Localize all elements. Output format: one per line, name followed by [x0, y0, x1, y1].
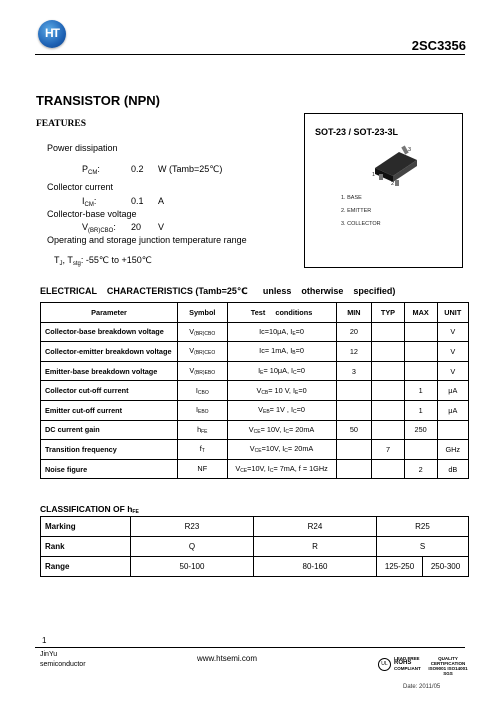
condition-cell: VCB= 10 V, IE=0 [227, 381, 336, 401]
unit-cell: V [437, 322, 468, 342]
unit-cell: μA [437, 381, 468, 401]
symbol-cell: hFE [178, 420, 227, 440]
parameter-cell: Collector-base breakdown voltage [41, 322, 178, 342]
company-logo [38, 20, 66, 48]
unit-cell: V [437, 342, 468, 362]
pin-number-3: 3 [408, 147, 412, 153]
table-row [41, 459, 469, 479]
table-row [41, 400, 469, 420]
max-cell: 2 [404, 459, 437, 479]
part-number: 2SC3356 [411, 38, 466, 53]
range-row [41, 557, 469, 577]
vcbo-value: 20 [131, 222, 142, 232]
rank-label: Rank [41, 537, 131, 557]
parameter-cell: Transition frequency [41, 440, 178, 460]
max-cell [404, 440, 437, 460]
rohs-badge: LEAD FREE ROHS COMPLIANT [394, 656, 421, 671]
table-row [41, 420, 469, 440]
electrical-characteristics-table [40, 302, 469, 479]
min-cell: 20 [336, 322, 372, 342]
document-date: Date: 2011/05 [403, 684, 441, 690]
company-name [40, 650, 86, 670]
package-box [304, 113, 463, 268]
footer-divider [35, 647, 465, 648]
temperature-range-value: $T_J$, $T_{stg}$: -55℃ to +150℃ [54, 255, 152, 267]
condition-cell: VCE= 10V, IC= 20mA [227, 420, 336, 440]
company-line-1: JinYu [40, 651, 58, 658]
marking-cell: R24 [254, 517, 377, 537]
ul-mark-icon: UL [378, 658, 391, 671]
range-cell: 80-160 [254, 557, 377, 577]
unit-cell: μA [437, 400, 468, 420]
condition-cell: VEB= 1V , IC=0 [227, 400, 336, 420]
typ-cell: 7 [372, 440, 405, 460]
range-cell: 125-250 [377, 557, 423, 577]
unit-cell: dB [437, 459, 468, 479]
unit-cell [437, 420, 468, 440]
table-row [41, 361, 469, 381]
temperature-range-label: Operating and storage junction temperature range [47, 235, 247, 245]
collector-base-voltage-label: Collector-base voltage [47, 209, 137, 219]
parameter-cell: Noise figure [41, 459, 178, 479]
features-heading: FEATURES [36, 119, 86, 129]
range-cell: 250-300 [423, 557, 469, 577]
power-dissipation-label: Power dissipation [47, 143, 118, 153]
typ-cell [372, 322, 405, 342]
table-row [41, 322, 469, 342]
min-cell [336, 440, 372, 460]
vcbo-unit: V [158, 222, 165, 232]
package-title: SOT-23 / SOT-23-3L [315, 127, 399, 137]
typ-cell [372, 459, 405, 479]
symbol-cell: V(BR)CBO [178, 322, 227, 342]
pin-emitter: 2. EMITTER [341, 208, 372, 214]
icm-symbol: $I_{CM}$: [82, 196, 97, 208]
typ-cell [372, 342, 405, 362]
symbol-cell: V(BR)EBO [178, 361, 227, 381]
max-cell [404, 361, 437, 381]
iso-badge: QUALITY CERTIFICATION ISO9001 ISO14001 SGS [428, 656, 468, 676]
table-row [41, 342, 469, 362]
parameter-cell: Collector-emitter breakdown voltage [41, 342, 178, 362]
symbol-cell: IEBO [178, 400, 227, 420]
typ-cell [372, 400, 405, 420]
icm-value: 0.1 [131, 196, 144, 206]
header-divider [35, 54, 465, 55]
min-cell: 50 [336, 420, 372, 440]
max-cell [404, 342, 437, 362]
electrical-characteristics-title: ELECTRICAL CHARACTERISTICS (Tamb=25℃ unless otherwise specified) [40, 286, 396, 296]
logo-text: HT [45, 26, 59, 40]
typ-cell [372, 420, 405, 440]
parameter-cell: Collector cut-off current [41, 381, 178, 401]
condition-cell: IE= 10μA, IC=0 [227, 361, 336, 381]
parameter-cell: DC current gain [41, 420, 178, 440]
condition-cell: Ic=10μA, IE=0 [227, 322, 336, 342]
unit-cell: GHz [437, 440, 468, 460]
sot23-package-icon [365, 138, 425, 188]
table-header-row [41, 303, 469, 323]
symbol-cell: ICBO [178, 381, 227, 401]
min-cell [336, 400, 372, 420]
icm-unit: A [158, 196, 165, 206]
pcm-value: 0.2 [131, 164, 144, 174]
parameter-cell: Emitter-base breakdown voltage [41, 361, 178, 381]
min-cell [336, 381, 372, 401]
rank-cell: R [254, 537, 377, 557]
condition-cell: VCE=10V, IC= 7mA, f = 1GHz [227, 459, 336, 479]
marking-cell: R23 [131, 517, 254, 537]
pin-number-2: 2 [391, 181, 395, 187]
header-min: MIN [336, 303, 372, 323]
table-row [41, 440, 469, 460]
page-number: 1 [42, 636, 47, 645]
symbol-cell: NF [178, 459, 227, 479]
marking-label: Marking [41, 517, 131, 537]
max-cell: 250 [404, 420, 437, 440]
header-max: MAX [404, 303, 437, 323]
range-cell: 50-100 [131, 557, 254, 577]
condition-cell: Ic= 1mA, IB=0 [227, 342, 336, 362]
max-cell [404, 322, 437, 342]
condition-cell: VCE=10V, IC= 20mA [227, 440, 336, 460]
company-line-2: semiconductor [40, 661, 86, 668]
header-test-conditions: Test conditions [227, 303, 336, 323]
header-parameter: Parameter [41, 303, 178, 323]
rank-cell: S [377, 537, 469, 557]
range-label: Range [41, 557, 131, 577]
max-cell: 1 [404, 400, 437, 420]
min-cell [336, 459, 372, 479]
table-row [41, 381, 469, 401]
classification-table [40, 516, 469, 577]
classification-title: CLASSIFICATION OF hFE [40, 504, 139, 515]
rank-cell: Q [131, 537, 254, 557]
marking-row [41, 517, 469, 537]
website-link[interactable]: www.htsemi.com [197, 654, 258, 663]
typ-cell [372, 361, 405, 381]
unit-cell: V [437, 361, 468, 381]
min-cell: 3 [336, 361, 372, 381]
symbol-cell: V(BR)CEO [178, 342, 227, 362]
header-symbol: Symbol [178, 303, 227, 323]
pin-collector: 3. COLLECTOR [341, 221, 381, 227]
pcm-symbol: $P_{CM}$: [82, 164, 100, 176]
typ-cell [372, 381, 405, 401]
pcm-unit: W (Tamb=25℃) [158, 164, 223, 174]
marking-cell: R25 [377, 517, 469, 537]
pin-number-1: 1 [372, 172, 376, 178]
vcbo-symbol: $V_{(BR)CBO}$: [82, 222, 116, 234]
symbol-cell: fT [178, 440, 227, 460]
page-title: TRANSISTOR (NPN) [36, 93, 160, 108]
header-unit: UNIT [437, 303, 468, 323]
min-cell: 12 [336, 342, 372, 362]
parameter-cell: Emitter cut-off current [41, 400, 178, 420]
header-typ: TYP [372, 303, 405, 323]
collector-current-label: Collector current [47, 182, 114, 192]
max-cell: 1 [404, 381, 437, 401]
pin-base: 1. BASE [341, 195, 362, 201]
rank-row [41, 537, 469, 557]
